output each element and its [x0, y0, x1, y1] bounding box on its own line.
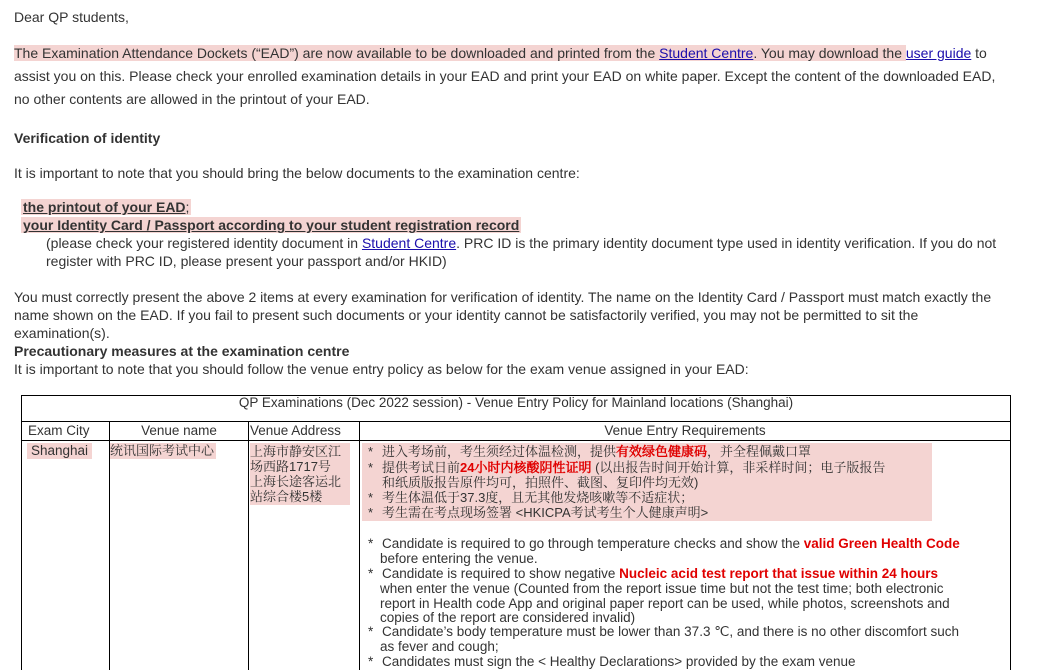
cn-req-3: * 考生体温低于37.3度，且无其他发烧咳嗽等不适症状；: [368, 490, 694, 505]
en-req-2: * Candidate is required to show negative Nucleic acid test report that issue within 24 hours: [368, 566, 938, 581]
en-req-2-cont-3: copies of the report are considered invalid): [380, 610, 636, 625]
header-venue-name: Venue name: [141, 423, 217, 438]
table-title: QP Examinations (Dec 2022 session) - Venue Entry Policy for Mainland locations (Shanghai): [238, 395, 794, 410]
cn-req-2-cont: 和纸质版报告原件均可，拍照件、截图、复印件均无效): [382, 475, 699, 490]
student-centre-link-2[interactable]: Student Centre: [361, 235, 457, 251]
header-venue-address: Venue Address: [250, 423, 341, 438]
header-exam-city: Exam City: [28, 423, 90, 438]
intro-highlight: The Examination Attendance Dockets (“EAD”) are now available to be downloaded and printed from the Student Centre. You may download the: [14, 45, 906, 61]
verification-para-2: name shown on the EAD. If you fail to present such documents or your identity cannot be satisfactorily verified, you may not be permitted to sit the: [14, 307, 919, 323]
cell-venue-name: 统讯国际考试中心: [110, 443, 215, 458]
greeting: Dear QP students,: [14, 9, 129, 25]
verification-para-1: You must correctly present the above 2 items at every examination for verification of identity. The name on the Identity Card / Passport must match exactly the: [14, 289, 992, 305]
en-req-2-cont-1: when enter the venue (Counted from the report issue time but not the test time; both electronic: [380, 581, 944, 596]
cn-req-1: * 进入考场前，考生须经过体温检测，提供有效绿色健康码，并全程佩戴口罩: [368, 444, 812, 459]
cell-exam-city: Shanghai: [27, 443, 92, 459]
en-req-1: * Candidate is required to go through temperature checks and show the valid Green Health Code: [368, 536, 960, 551]
doc-sub-line-1: (please check your registered identity document in Student Centre. PRC ID is the primary identity document type used in identity verification. If you do not: [46, 235, 997, 251]
header-entry-requirements: Venue Entry Requirements: [604, 423, 766, 438]
precaution-note: It is important to note that you should follow the venue entry policy as below for the exam venue assigned in your EAD:: [14, 361, 749, 377]
intro-line-1: The Examination Attendance Dockets (“EAD”) are now available to be downloaded and printed from the Student Centre. You may download the user guide to: [14, 45, 987, 61]
doc-item-2: your Identity Card / Passport according to your student registration record: [23, 217, 520, 233]
cn-req-4: * 考生需在考点现场签署 <HKICPA考试考生个人健康声明>: [368, 505, 709, 520]
en-req-1-cont: before entering the venue.: [380, 551, 538, 566]
doc-sub-line-2: register with PRC ID, please present your passport and/or HKID): [46, 253, 447, 269]
address-line-2: 场西路1717号: [250, 459, 331, 474]
en-req-3-cont: as fever and cough;: [380, 639, 499, 654]
user-guide-link[interactable]: user guide: [905, 45, 972, 61]
address-line-4: 站综合楼5楼: [250, 489, 323, 504]
intro-line-2: assist you on this. Please check your enrolled examination details in your EAD and print your EAD on white paper. Except the content of the downloaded EAD,: [14, 68, 996, 84]
en-req-2-cont-2: report in Health code App and original paper report can be used, while photos, screenshots and: [380, 596, 950, 611]
verification-heading: Verification of identity: [14, 130, 161, 146]
en-req-3: * Candidate’s body temperature must be lower than 37.3 ℃, and there is no other discomfort such: [368, 624, 959, 639]
student-centre-link[interactable]: Student Centre: [659, 45, 754, 61]
verification-note: It is important to note that you should bring the below documents to the examination centre:: [14, 165, 580, 181]
en-req-4: * Candidates must sign the < Healthy Declarations> provided by the exam venue: [368, 654, 856, 669]
precaution-heading: Precautionary measures at the examination centre: [14, 343, 350, 359]
intro-line-3: no other contents are allowed in the printout of your EAD.: [14, 91, 370, 107]
doc-item-1: the printout of your EAD;: [23, 199, 190, 215]
address-line-3: 上海长途客运北: [250, 474, 342, 489]
address-line-1: 上海市静安区江: [250, 444, 342, 459]
verification-para-3: examination(s).: [14, 325, 110, 341]
cn-req-2: * 提供考试日前24小时内核酸阴性证明 (以出报告时间开始计算，非采样时间；电子版报告: [368, 460, 886, 475]
